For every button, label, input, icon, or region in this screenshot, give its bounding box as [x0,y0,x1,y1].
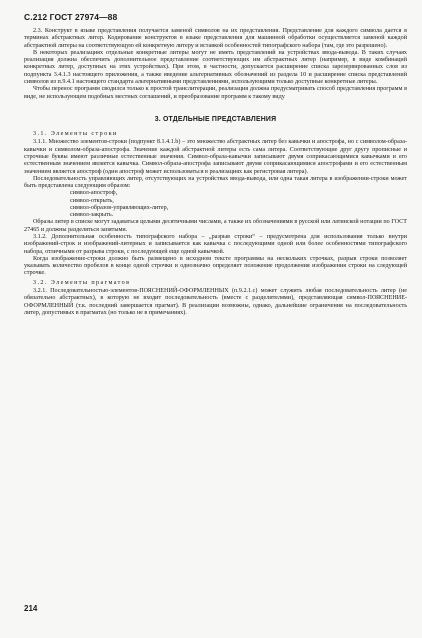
section-heading: 3. ОТДЕЛЬНЫЕ ПРЕДСТАВЛЕНИЯ [154,115,277,123]
list-item: символ-апостроф, [70,190,118,197]
subsection-heading-3-1: 3.1. Элементы строки [33,131,118,138]
paragraph-3-1-1: 3.1.1. Множество элементов-строки (подпункт 8.1.4.1.b) – это множество абстрактных литер без кавычки и апострофа, но с символом-образа-кавычки и символом-образа-апострофа. Значение каждой абстрактной литеры есть сама литера. Соответствующие друг другу прописные и строчные буквы имеют различные естественные значения. Символ-образа-кавычки записывают двумя соприкасающимися кавычками и его естественным значением является кавычка. Символ-образа-апострофа записывают двумя соприкасающимися апострофами и его естественным значением является апостроф (один апостроф может использоваться в реализациях как регистровая литера). [24,139,407,175]
subsection-heading-3-2: 3.2. Элементы прагматов [33,279,131,286]
running-header: С.212 ГОСТ 27974—88 [24,12,118,22]
paragraph-transliteration: Чтобы перенос программ сводился только к простой транслитерации, реализация должна предусматривать способ представления программ в виде, не использующем подобных местных соглашений, и преобразование программ к такому виду [24,86,407,100]
page-number: 214 [24,604,38,613]
paragraph-control-chars: Последовательность управляющих литер, отсутствующих на устройствах ввода-вывода, или одна такая литера в изображении-строки может быть представлена следующим образом: [24,175,407,190]
symbol-list [24,190,407,219]
paragraph-implementations: В некоторых реализациях отдельные конкретные литеры могут не иметь представлений на устройствах ввода-вывода. В таких случаях реализация должна обеспечить дополнительное представление соответствующих им абстрактных литер (например, в виде комбинаций конкретных литер, доступных на этих устройствах). При этом, в частности, допускается расширение списка зарезервированных слов из подпункта 3.4.1.3 настоящего приложения, а также введение альтернативных обозначений из раздела 10 и расширение списка представлений символов из п.9.4.1 настоящего стандарта альтернативными представлениями, использующими только доступные конкретные литеры. [24,49,407,85]
paragraph-char-images: Образы литер в списке могут задаваться целыми десятичными числами, а также их обозначениями в русской или латинской нотации по ГОСТ 27465 и должны разделяться запятыми. [24,219,407,233]
list-item: символ-образов-управляющих-литер, [70,204,169,211]
list-item: символ-закрыть. [70,212,114,219]
list-item: символ-открыть, [70,197,114,204]
paragraph-line-break: Когда изображение-строки должно быть размещено в исходном тексте программы на нескольких строчках, разрыв строки позволяет указывать количество пробелов в конце одной строчки и однозначно определяет положение продолжения изображения строки на следующей строчке. [24,255,407,277]
paragraph-2-3: 2.3. Конструкт в языке представления получается заменой символов на их представления. Представление для каждого символа дается в терминах абстрактных литер. Кодирование конструктов в языке представления для машинной обработки осуществляется заменой каждой абстрактной литеры на соответствующую ей конкретную литеру и вставкой особенностей типографского набора (там, где это разрешено). [24,28,407,49]
paragraph-3-2-1: 3.2.1. Последовательностью-элементов-ПОЯСНЕНИЙ-ОФОРМЛЕННЫХ (п.9.2.1.с) может служить любая последовательность литер (не обязательно абстрактных), в которую не входит последовательность (вместе с разделителями), представляющая символ-ПОЯСНЕНИЕ-ОФОРМЛЕННЫЙ (т.к. последний завершается прагмат). В реализации возможны, однако, дальнейшие ограничения на последовательность литер, допустимых в прагматах (но только не в примечаниях). [24,288,407,316]
paragraph-3-1-2: 3.1.2. Дополнительная особенность типографского набора – „разрыв строки“ – предусмотрена для использования только внутри изображений-строк и изображений-литерных и записывается как кавычка с последующими одной или более особенностями типографского набора, отличными от разрыва строки, с последующей еще одной кавычкой. [24,234,407,255]
page-body [24,28,407,317]
